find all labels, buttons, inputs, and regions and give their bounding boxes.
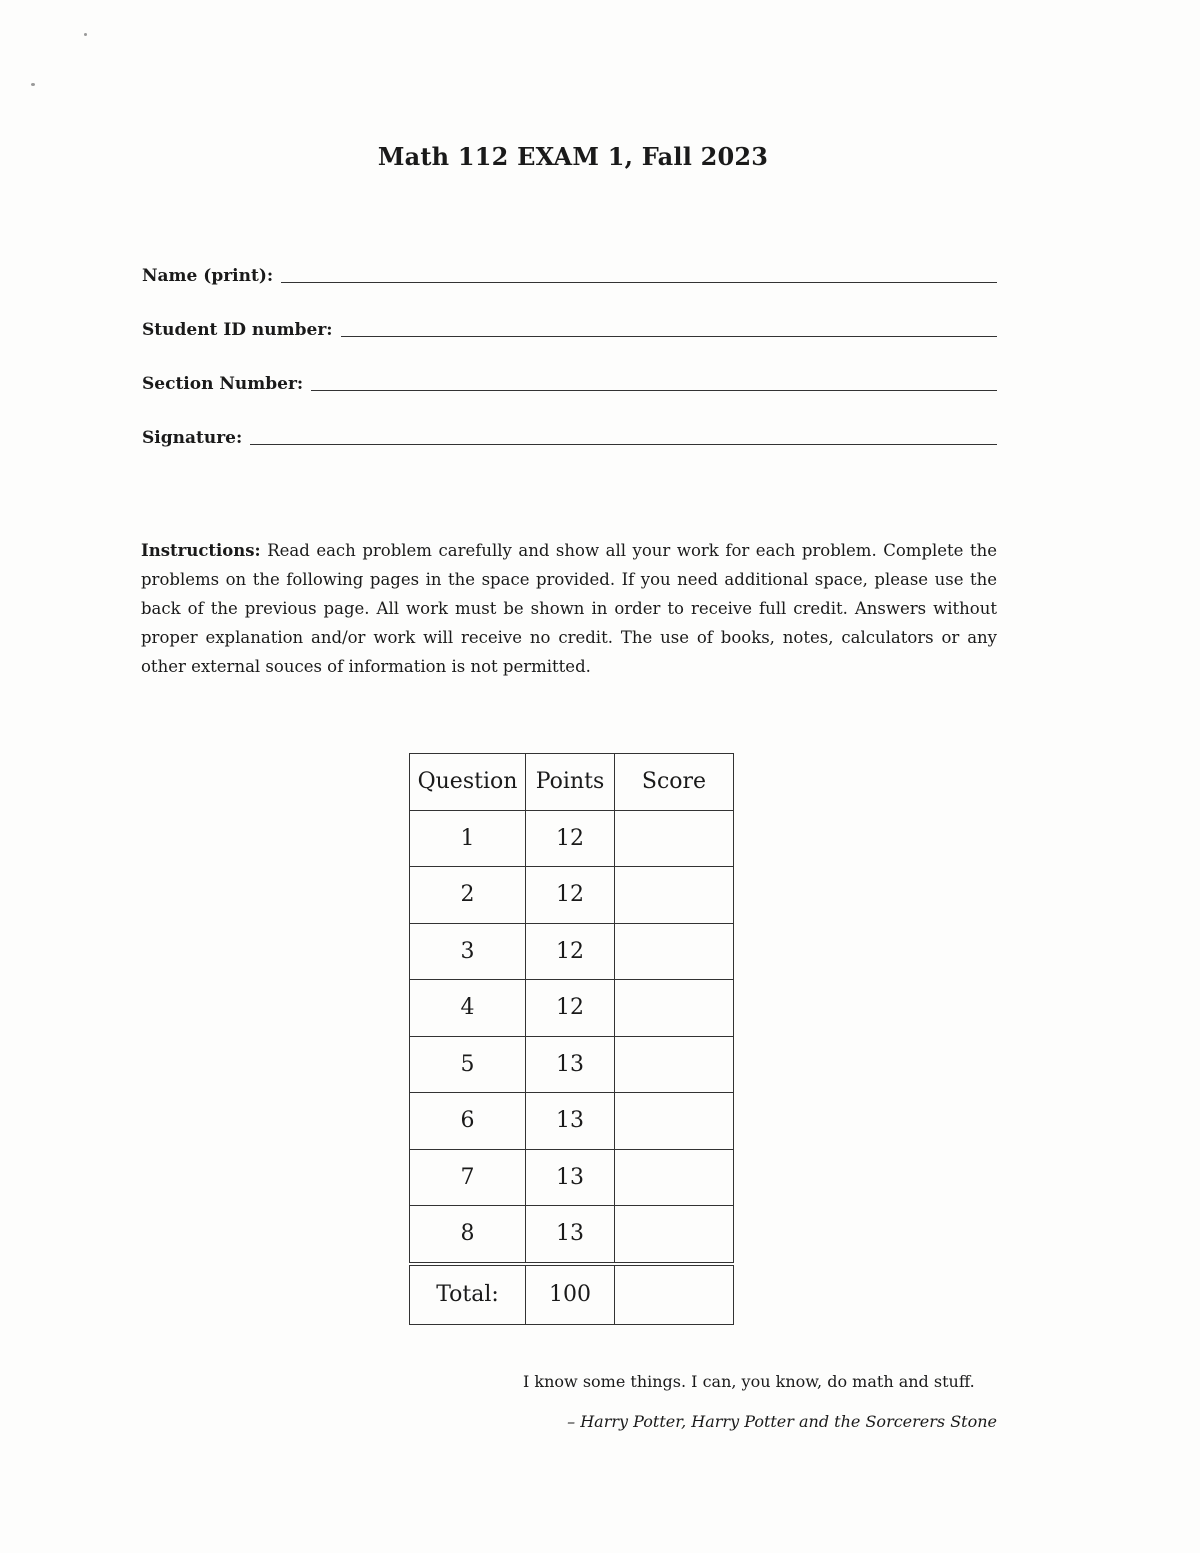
question-points: 12	[526, 980, 615, 1037]
header-question: Question	[410, 754, 526, 811]
total-points: 100	[526, 1264, 615, 1325]
question-score	[615, 1036, 734, 1093]
header-score: Score	[615, 754, 734, 811]
quote-text: I know some things. I can, you know, do math and stuff.	[523, 1372, 975, 1391]
header-points: Points	[526, 754, 615, 811]
question-number: 2	[410, 867, 526, 924]
scan-speck	[31, 83, 35, 86]
section-number-field-label: Section Number:	[142, 374, 304, 394]
student-id-field-line[interactable]	[341, 336, 997, 337]
name-field[interactable]	[142, 262, 997, 286]
signature-field-line[interactable]	[250, 444, 997, 445]
student-id-field-label: Student ID number:	[142, 320, 333, 340]
score-table-header	[410, 754, 734, 811]
score-table	[409, 753, 734, 1325]
table-row	[410, 923, 734, 980]
question-points: 12	[526, 867, 615, 924]
question-points: 12	[526, 810, 615, 867]
question-number: 4	[410, 980, 526, 1037]
question-score	[615, 1206, 734, 1264]
question-number: 8	[410, 1206, 526, 1264]
instructions-paragraph	[141, 536, 997, 681]
name-field-label: Name (print):	[142, 266, 274, 286]
question-points: 12	[526, 923, 615, 980]
question-points: 13	[526, 1036, 615, 1093]
question-number: 6	[410, 1093, 526, 1150]
signature-field[interactable]	[142, 424, 997, 448]
section-number-field-line[interactable]	[311, 390, 997, 391]
quote-attribution: – Harry Potter, Harry Potter and the Sorcerers Stone	[567, 1412, 997, 1431]
signature-field-label: Signature:	[142, 428, 243, 448]
question-score	[615, 1149, 734, 1206]
question-number: 3	[410, 923, 526, 980]
instructions-label: Instructions:	[141, 541, 261, 560]
table-row	[410, 1206, 734, 1264]
question-score	[615, 980, 734, 1037]
question-score	[615, 867, 734, 924]
question-number: 7	[410, 1149, 526, 1206]
total-score	[615, 1264, 734, 1325]
question-points: 13	[526, 1206, 615, 1264]
question-points: 13	[526, 1149, 615, 1206]
table-row	[410, 1093, 734, 1150]
table-row	[410, 1149, 734, 1206]
table-row	[410, 810, 734, 867]
question-score	[615, 923, 734, 980]
name-field-line[interactable]	[281, 282, 997, 283]
total-label: Total:	[410, 1264, 526, 1325]
table-row	[410, 867, 734, 924]
question-score	[615, 810, 734, 867]
section-number-field[interactable]	[142, 370, 997, 394]
question-points: 13	[526, 1093, 615, 1150]
question-score	[615, 1093, 734, 1150]
question-number: 5	[410, 1036, 526, 1093]
student-id-field[interactable]	[142, 316, 997, 340]
table-row	[410, 1036, 734, 1093]
instructions-text: Read each problem carefully and show all your work for each problem. Complete the problems on the following pages in the space provided. If you need additional space, please use the back of the previous page. All work must be shown in order to receive full credit. Answers without proper explanation and/or work will receive no credit. The use of books, notes, calculators or any other external souces of information is not permitted.	[141, 541, 997, 676]
question-number: 1	[410, 810, 526, 867]
exam-title: Math 112 EXAM 1, Fall 2023	[377, 142, 769, 171]
scan-speck	[84, 33, 87, 36]
table-row	[410, 980, 734, 1037]
total-row	[410, 1264, 734, 1325]
